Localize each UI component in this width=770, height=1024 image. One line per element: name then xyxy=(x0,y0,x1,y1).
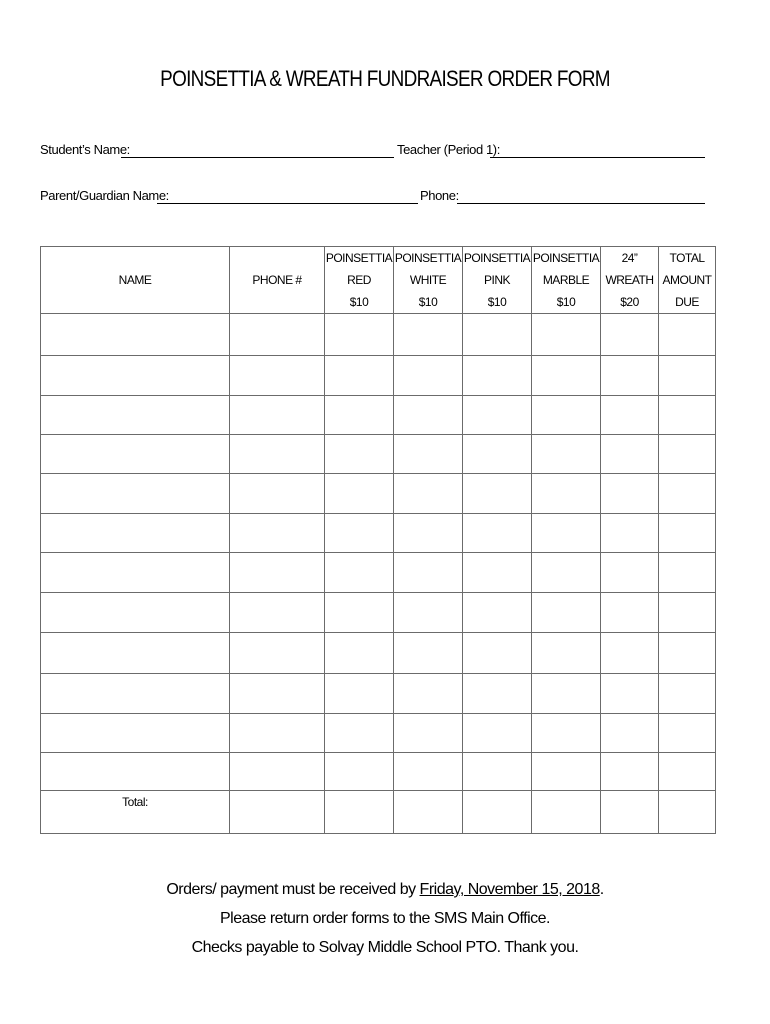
order-row xyxy=(41,633,716,674)
order-cell[interactable] xyxy=(532,514,601,553)
order-cell[interactable] xyxy=(394,356,463,396)
student-name-label: Student’s Name: xyxy=(40,142,130,157)
order-cell[interactable] xyxy=(394,435,463,474)
order-cell[interactable] xyxy=(463,753,532,791)
total-row xyxy=(41,791,716,834)
order-cell[interactable] xyxy=(601,753,659,791)
order-cell[interactable] xyxy=(394,714,463,753)
order-cell[interactable] xyxy=(230,474,325,514)
order-cell[interactable] xyxy=(532,474,601,514)
order-cell[interactable] xyxy=(325,514,394,553)
order-cell[interactable] xyxy=(532,356,601,396)
deadline-suffix: . xyxy=(599,881,604,898)
order-row xyxy=(41,593,716,633)
order-cell[interactable] xyxy=(601,714,659,753)
parent-name-field[interactable] xyxy=(157,203,418,204)
order-cell[interactable] xyxy=(41,396,230,435)
order-cell[interactable] xyxy=(325,674,394,714)
order-cell[interactable] xyxy=(41,356,230,396)
order-cell[interactable] xyxy=(659,753,716,791)
order-cell[interactable] xyxy=(659,553,716,593)
order-cell[interactable] xyxy=(230,593,325,633)
phone-label: Phone: xyxy=(420,188,459,203)
order-cell[interactable] xyxy=(659,714,716,753)
order-cell[interactable] xyxy=(394,593,463,633)
order-cell[interactable] xyxy=(41,633,230,674)
header-poinsettia-red: POINSETTIA RED $10 xyxy=(325,247,394,314)
order-cell[interactable] xyxy=(325,753,394,791)
order-cell[interactable] xyxy=(325,633,394,674)
order-cell[interactable] xyxy=(230,753,325,791)
order-cell[interactable] xyxy=(463,314,532,356)
order-cell[interactable] xyxy=(230,314,325,356)
order-cell[interactable] xyxy=(230,514,325,553)
order-cell[interactable] xyxy=(659,593,716,633)
checks-note: Checks payable to Solvay Middle School PTO. Thank you. xyxy=(191,939,579,956)
deadline-date: Friday, November 15, 2018 xyxy=(419,881,600,898)
order-cell[interactable] xyxy=(601,674,659,714)
deadline-prefix: Orders/ payment must be received by xyxy=(166,881,420,898)
header-name: NAME xyxy=(41,247,230,314)
order-cell[interactable] xyxy=(532,633,601,674)
order-cell[interactable] xyxy=(230,396,325,435)
order-cell[interactable] xyxy=(325,474,394,514)
total-cell[interactable] xyxy=(601,791,659,834)
order-cell[interactable] xyxy=(41,714,230,753)
order-cell[interactable] xyxy=(325,593,394,633)
order-cell[interactable] xyxy=(532,714,601,753)
order-cell[interactable] xyxy=(463,674,532,714)
order-cell[interactable] xyxy=(41,474,230,514)
order-cell[interactable] xyxy=(463,633,532,674)
total-cell[interactable] xyxy=(325,791,394,834)
header-poinsettia-marble: POINSETTIA MARBLE $10 xyxy=(532,247,601,314)
order-cell[interactable] xyxy=(659,396,716,435)
total-label: Total: xyxy=(41,791,230,834)
order-cell[interactable] xyxy=(659,674,716,714)
order-row xyxy=(41,356,716,396)
order-cell[interactable] xyxy=(41,314,230,356)
total-cell[interactable] xyxy=(230,791,325,834)
return-note: Please return order forms to the SMS Main Office. xyxy=(219,910,550,927)
order-cell[interactable] xyxy=(230,435,325,474)
header-total-amount-due: TOTAL AMOUNT DUE xyxy=(659,247,716,314)
order-cell[interactable] xyxy=(601,314,659,356)
order-cell[interactable] xyxy=(601,474,659,514)
header-phone: PHONE # xyxy=(230,247,325,314)
order-cell[interactable] xyxy=(463,553,532,593)
order-cell[interactable] xyxy=(325,396,394,435)
total-cell[interactable] xyxy=(532,791,601,834)
order-cell[interactable] xyxy=(394,633,463,674)
order-cell[interactable] xyxy=(41,753,230,791)
order-cell[interactable] xyxy=(532,435,601,474)
order-cell[interactable] xyxy=(394,753,463,791)
phone-field[interactable] xyxy=(457,203,705,204)
header-row xyxy=(41,247,716,314)
order-cell[interactable] xyxy=(532,593,601,633)
order-cell[interactable] xyxy=(659,314,716,356)
order-cell[interactable] xyxy=(532,314,601,356)
order-cell[interactable] xyxy=(394,314,463,356)
order-row xyxy=(41,396,716,435)
order-row xyxy=(41,435,716,474)
total-cell[interactable] xyxy=(659,791,716,834)
order-cell[interactable] xyxy=(394,674,463,714)
order-row xyxy=(41,714,716,753)
order-cell[interactable] xyxy=(601,633,659,674)
order-cell[interactable] xyxy=(394,396,463,435)
header-poinsettia-white: POINSETTIA WHITE $10 xyxy=(394,247,463,314)
order-cell[interactable] xyxy=(601,553,659,593)
header-wreath: 24” WREATH $20 xyxy=(601,247,659,314)
order-cell[interactable] xyxy=(532,396,601,435)
order-cell[interactable] xyxy=(532,553,601,593)
order-cell[interactable] xyxy=(463,396,532,435)
order-cell[interactable] xyxy=(659,435,716,474)
order-cell[interactable] xyxy=(325,314,394,356)
order-cell[interactable] xyxy=(463,356,532,396)
order-cell[interactable] xyxy=(601,356,659,396)
order-cell[interactable] xyxy=(230,674,325,714)
order-cell[interactable] xyxy=(463,593,532,633)
order-cell[interactable] xyxy=(325,553,394,593)
teacher-field[interactable] xyxy=(490,157,705,158)
order-cell[interactable] xyxy=(41,435,230,474)
order-cell[interactable] xyxy=(325,356,394,396)
order-cell[interactable] xyxy=(601,435,659,474)
order-cell[interactable] xyxy=(659,633,716,674)
order-cell[interactable] xyxy=(394,514,463,553)
order-row xyxy=(41,553,716,593)
order-cell[interactable] xyxy=(41,514,230,553)
order-cell[interactable] xyxy=(41,553,230,593)
student-name-field[interactable] xyxy=(121,157,394,158)
order-row xyxy=(41,674,716,714)
teacher-label: Teacher (Period 1): xyxy=(397,142,500,157)
order-cell[interactable] xyxy=(601,396,659,435)
order-table xyxy=(40,246,716,834)
order-cell[interactable] xyxy=(532,674,601,714)
order-cell[interactable] xyxy=(463,474,532,514)
order-cell[interactable] xyxy=(230,356,325,396)
order-cell[interactable] xyxy=(230,633,325,674)
order-row xyxy=(41,474,716,514)
order-cell[interactable] xyxy=(659,514,716,553)
order-cell[interactable] xyxy=(601,514,659,553)
order-cell[interactable] xyxy=(463,514,532,553)
order-cell[interactable] xyxy=(41,593,230,633)
order-cell[interactable] xyxy=(41,674,230,714)
order-row xyxy=(41,314,716,356)
order-cell[interactable] xyxy=(463,714,532,753)
deadline-note xyxy=(0,881,770,899)
order-cell[interactable] xyxy=(659,474,716,514)
order-cell[interactable] xyxy=(325,714,394,753)
order-cell[interactable] xyxy=(463,435,532,474)
order-cell[interactable] xyxy=(659,356,716,396)
total-cell[interactable] xyxy=(463,791,532,834)
order-row xyxy=(41,514,716,553)
order-cell[interactable] xyxy=(230,714,325,753)
order-cell[interactable] xyxy=(394,474,463,514)
header-poinsettia-pink: POINSETTIA PINK $10 xyxy=(463,247,532,314)
order-cell[interactable] xyxy=(394,553,463,593)
form-title: POINSETTIA & WREATH FUNDRAISER ORDER FORM xyxy=(160,66,610,91)
parent-name-label: Parent/Guardian Name: xyxy=(40,188,169,203)
order-row xyxy=(41,753,716,791)
order-cell[interactable] xyxy=(532,753,601,791)
total-cell[interactable] xyxy=(394,791,463,834)
order-cell[interactable] xyxy=(230,553,325,593)
order-cell[interactable] xyxy=(601,593,659,633)
order-cell[interactable] xyxy=(325,435,394,474)
